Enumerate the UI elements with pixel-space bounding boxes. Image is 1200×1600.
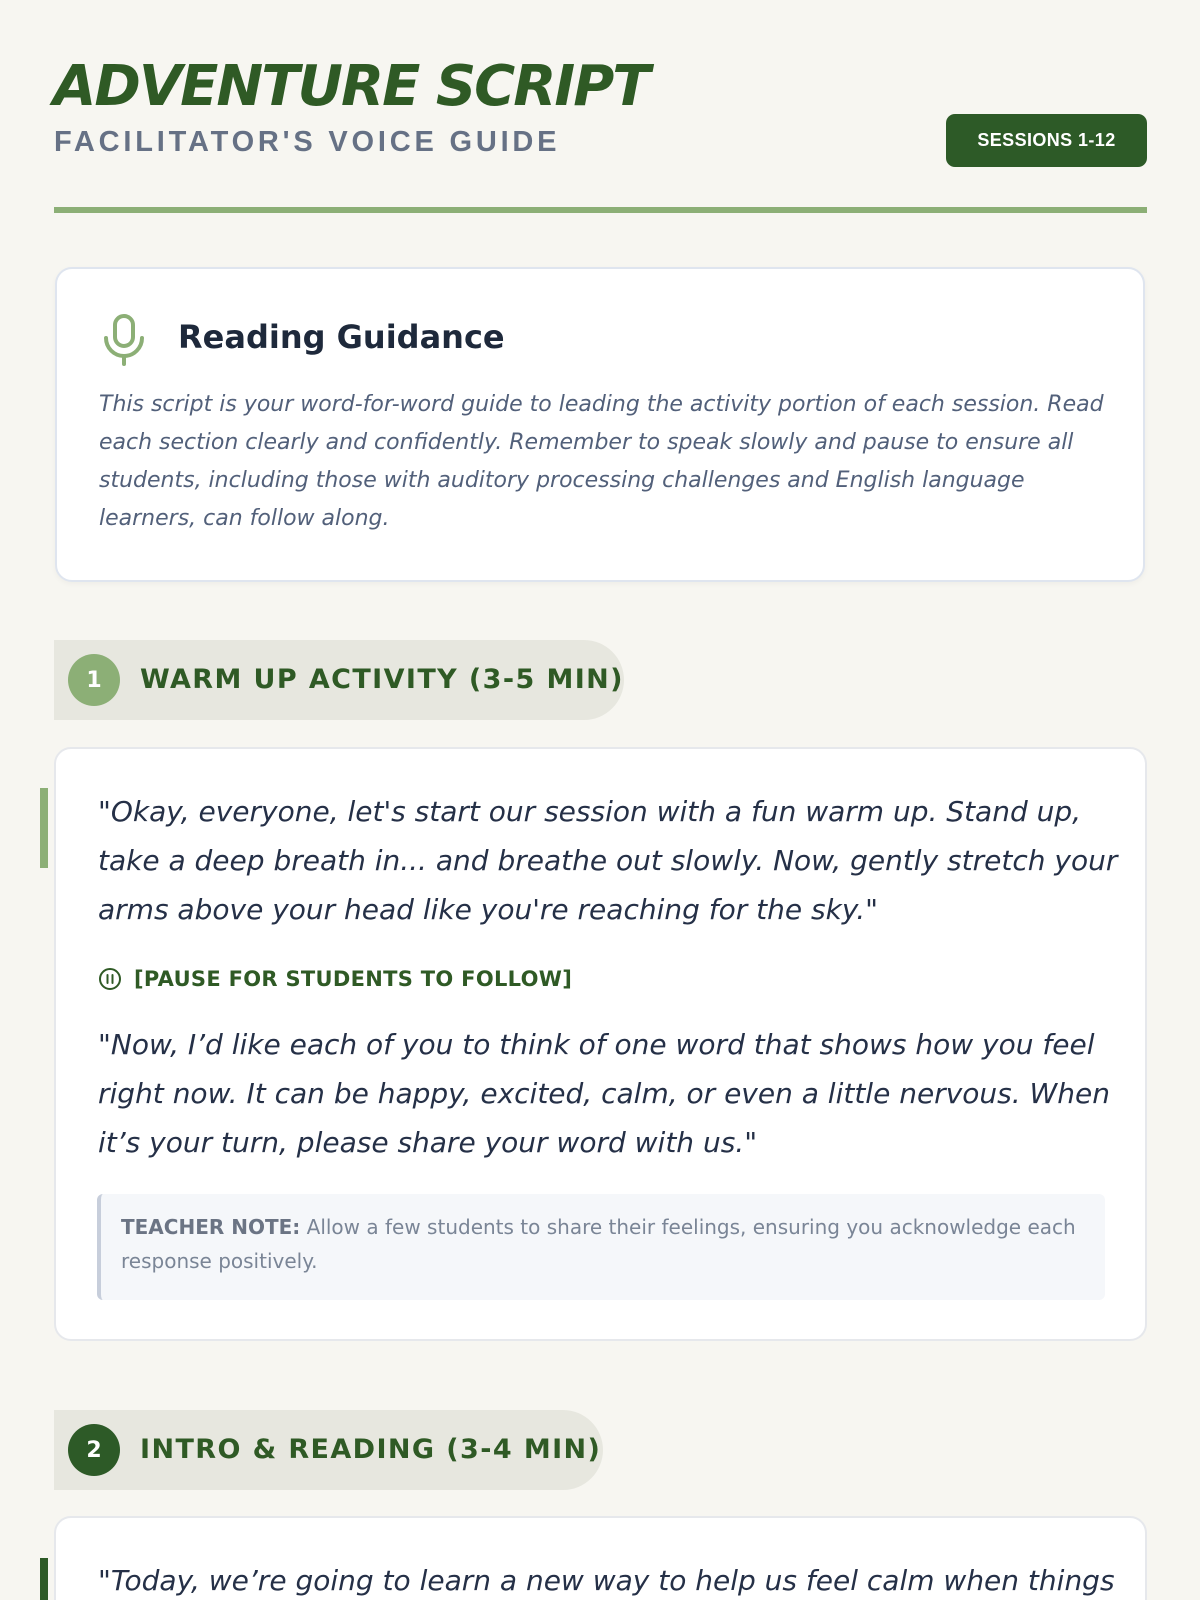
pause-icon (98, 967, 122, 991)
section-header-warm-up (54, 640, 624, 720)
teacher-note-text: Allow a few students to share their feelings, ensuring you acknowledge each response positively. (121, 1215, 1076, 1273)
script-paragraph: "Now, I’d like each of you to think of one word that shows how you feel right now. It can be happy, excited, calm, or even a little nervous. When it’s your turn, please share your word with us." (98, 1028, 1110, 1159)
script-card-warm-up (54, 747, 1147, 1341)
page-title: ADVENTURE SCRIPT (53, 54, 649, 119)
step-number-badge: 1 (68, 654, 120, 706)
teacher-note-label: TEACHER NOTE: (121, 1215, 301, 1239)
script-paragraph: "Okay, everyone, let's start our session with a fun warm up. Stand up, take a deep breath in... and breathe out slowly. Now, gently stretch your arms above your head like you're reaching for the sky." (98, 795, 1118, 926)
pause-instruction (98, 964, 572, 994)
microphone-icon (101, 314, 147, 366)
pause-label: [PAUSE FOR STUDENTS TO FOLLOW] (134, 967, 573, 991)
script-card-intro-reading (54, 1516, 1147, 1600)
section-header-intro-reading (54, 1410, 603, 1490)
guidance-title: Reading Guidance (178, 318, 505, 356)
reading-guidance-card (55, 267, 1145, 582)
header-divider (54, 207, 1147, 213)
teacher-note (97, 1194, 1105, 1300)
script-accent-bar (40, 1558, 48, 1600)
sessions-badge: SESSIONS 1-12 (946, 114, 1147, 167)
page-subtitle: FACILITATOR'S VOICE GUIDE (54, 126, 561, 158)
script-paragraph: "Today, we’re going to learn a new way to help us feel calm when things (98, 1564, 1115, 1597)
section-title: WARM UP ACTIVITY (3-5 MIN) (140, 664, 624, 695)
script-accent-bar (40, 788, 48, 868)
step-number-badge: 2 (68, 1424, 120, 1476)
section-title: INTRO & READING (3-4 MIN) (140, 1434, 602, 1465)
guidance-body: This script is your word-for-word guide to leading the activity portion of each session. Read each section clearly and confidently. Remember to speak slowly and pause to ensure all students, including those with auditory processing challenges and English language learners, can follow along. (99, 392, 1104, 531)
